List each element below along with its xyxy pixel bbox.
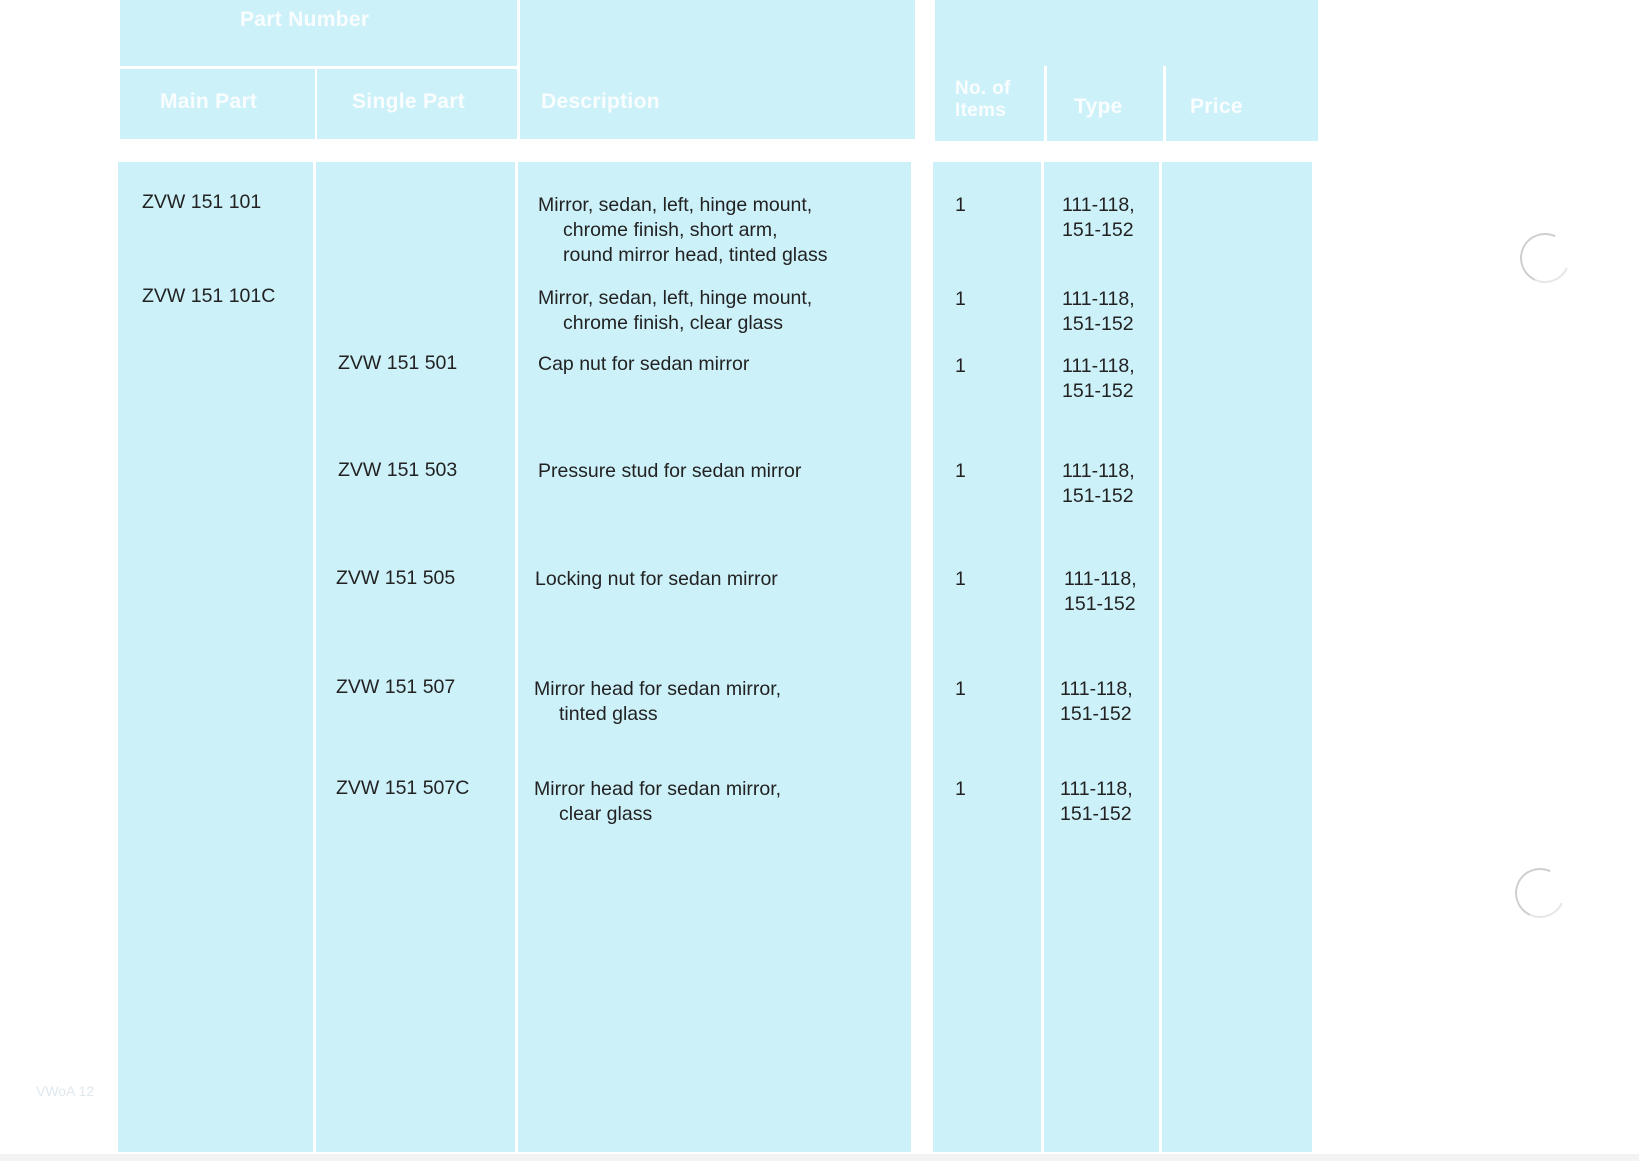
description-line: Mirror head for sedan mirror, xyxy=(534,778,782,800)
items-cell: 1 xyxy=(955,678,966,700)
header-description: Description xyxy=(541,90,660,113)
type-line: 111-118, xyxy=(1062,355,1135,377)
description-cell xyxy=(535,567,778,592)
type-cell xyxy=(1060,677,1133,727)
type-line: 111-118, xyxy=(1060,778,1133,800)
header-part-number: Part Number xyxy=(240,8,370,31)
header-price: Price xyxy=(1190,95,1243,118)
type-line: 151-152 xyxy=(1060,803,1132,825)
description-cell xyxy=(538,193,827,268)
column-items xyxy=(933,162,1041,1152)
header-no-of-items-line1: No. of xyxy=(955,78,1011,99)
header-no-of-items xyxy=(955,78,1011,122)
type-cell xyxy=(1062,287,1135,337)
type-cell xyxy=(1060,777,1133,827)
type-cell xyxy=(1062,354,1135,404)
description-cell xyxy=(538,352,749,377)
description-line: clear glass xyxy=(559,803,653,825)
main-part-cell: ZVW 151 101 xyxy=(142,191,262,213)
description-line: Mirror, sedan, left, hinge mount, xyxy=(538,287,813,309)
binder-hole-icon xyxy=(1508,861,1572,925)
single-part-cell: ZVW 151 507 xyxy=(336,676,456,698)
header-single-part: Single Part xyxy=(352,90,465,113)
items-cell: 1 xyxy=(955,460,966,482)
type-line: 151-152 xyxy=(1062,219,1134,241)
description-line: Cap nut for sedan mirror xyxy=(538,353,750,375)
page-code: VWoA 12 xyxy=(36,1083,95,1099)
header-top-band-right xyxy=(935,0,1318,66)
description-cell xyxy=(534,677,781,727)
header-main-part: Main Part xyxy=(160,90,258,113)
single-part-cell: ZVW 151 501 xyxy=(338,352,458,374)
type-line: 151-152 xyxy=(1062,313,1134,335)
items-cell: 1 xyxy=(955,288,966,310)
column-price xyxy=(1162,162,1312,1152)
column-main-part xyxy=(118,162,313,1152)
type-line: 151-152 xyxy=(1060,703,1132,725)
page-bottom-edge xyxy=(0,1154,1639,1161)
items-cell: 1 xyxy=(955,194,966,216)
type-cell xyxy=(1062,459,1135,509)
header-type: Type xyxy=(1074,95,1123,118)
column-single-part xyxy=(316,162,515,1152)
type-cell xyxy=(1062,193,1135,243)
description-line: chrome finish, clear glass xyxy=(563,312,784,334)
description-line: round mirror head, tinted glass xyxy=(563,244,828,266)
type-line: 151-152 xyxy=(1062,485,1134,507)
type-line: 151-152 xyxy=(1062,380,1134,402)
type-line: 111-118, xyxy=(1062,194,1135,216)
single-part-cell: ZVW 151 505 xyxy=(336,567,456,589)
header-description-block xyxy=(520,0,915,139)
type-cell xyxy=(1064,567,1137,617)
binder-hole-icon xyxy=(1513,226,1577,290)
type-line: 151-152 xyxy=(1064,593,1136,615)
description-cell xyxy=(534,777,781,827)
single-part-cell: ZVW 151 503 xyxy=(338,459,458,481)
main-part-cell: ZVW 151 101C xyxy=(142,285,276,307)
description-line: chrome finish, short arm, xyxy=(563,219,778,241)
description-cell xyxy=(538,286,812,336)
description-cell xyxy=(538,459,801,484)
description-line: Locking nut for sedan mirror xyxy=(535,568,778,590)
description-line: tinted glass xyxy=(559,703,658,725)
header-no-of-items-line2: Items xyxy=(955,100,1007,121)
type-line: 111-118, xyxy=(1062,288,1135,310)
type-line: 111-118, xyxy=(1062,460,1135,482)
single-part-cell: ZVW 151 507C xyxy=(336,777,470,799)
items-cell: 1 xyxy=(955,568,966,590)
description-line: Mirror, sedan, left, hinge mount, xyxy=(538,194,813,216)
items-cell: 1 xyxy=(955,778,966,800)
items-cell: 1 xyxy=(955,355,966,377)
type-line: 111-118, xyxy=(1060,678,1133,700)
description-line: Pressure stud for sedan mirror xyxy=(538,460,802,482)
type-line: 111-118, xyxy=(1064,568,1137,590)
description-line: Mirror head for sedan mirror, xyxy=(534,678,782,700)
